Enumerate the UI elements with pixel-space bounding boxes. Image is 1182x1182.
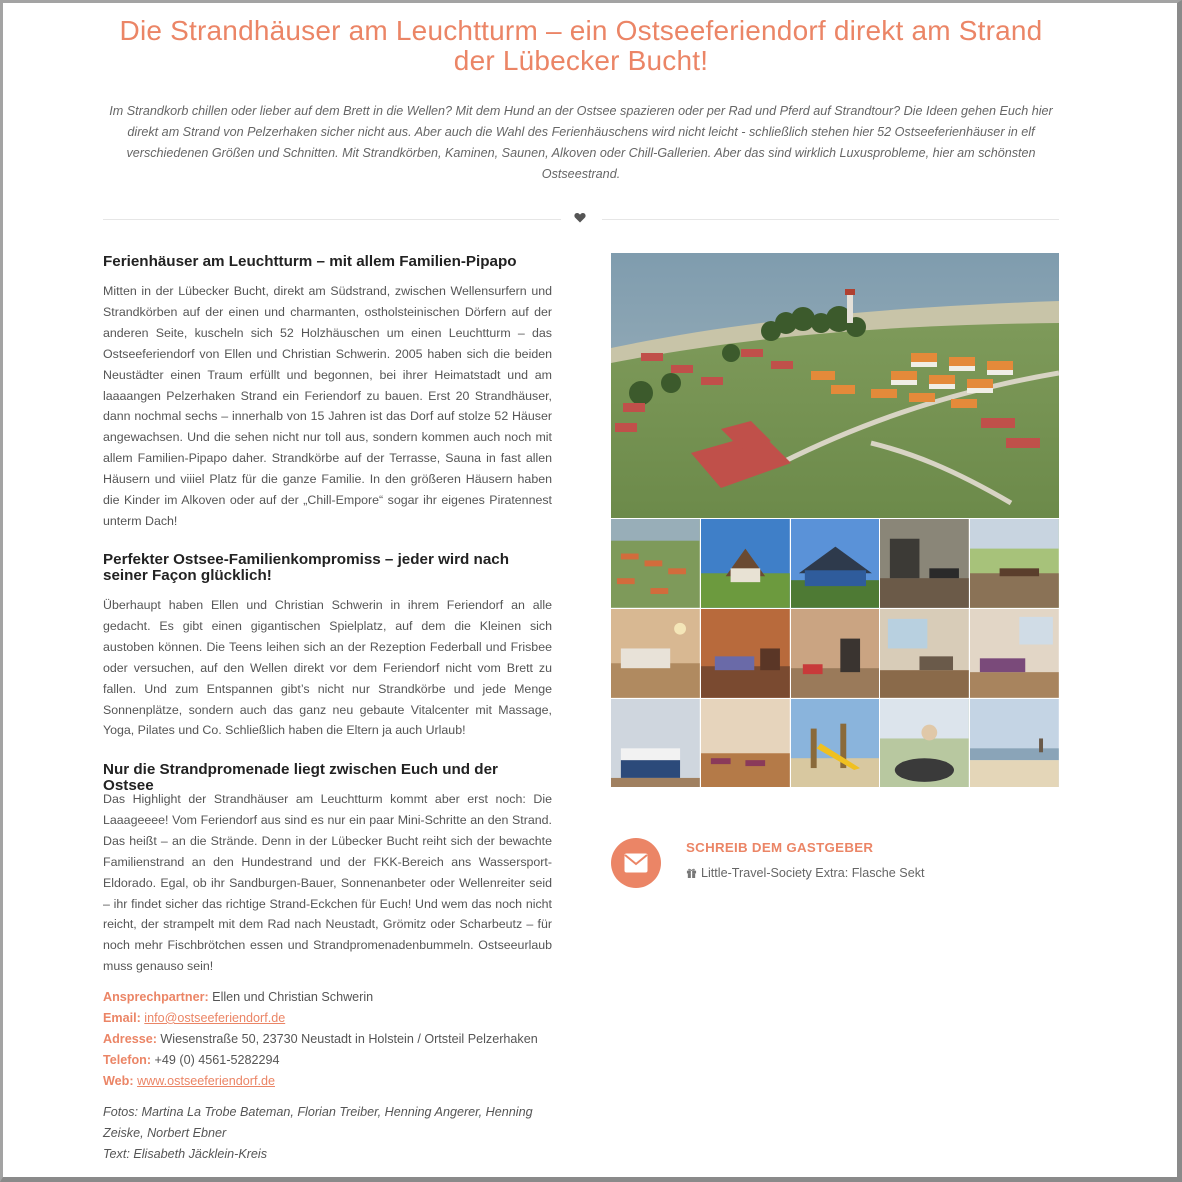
section-2-body bbox=[103, 595, 552, 741]
gallery-thumbnails bbox=[611, 519, 1059, 788]
address-row bbox=[103, 1029, 563, 1050]
email-link[interactable]: info@ostseeferiendorf.de bbox=[144, 1010, 286, 1025]
gallery-thumb-blue-house[interactable] bbox=[791, 519, 880, 608]
contact-value: Ellen und Christian Schwerin bbox=[212, 990, 374, 1004]
phone-label: Telefon: bbox=[103, 1052, 152, 1067]
gallery-thumb-aerial[interactable] bbox=[611, 519, 700, 608]
web-link[interactable]: www.ostseeferiendorf.de bbox=[137, 1073, 275, 1088]
section-3-body bbox=[103, 789, 552, 977]
gallery-thumb-beach[interactable] bbox=[970, 699, 1059, 788]
gallery-thumb-lounge[interactable] bbox=[880, 609, 969, 698]
section-text: Mitten in der Lübecker Bucht, direkt am Südstrand, zwischen Wellensurfern und Strandkörben auf der einen und charmanten, ostholsteinischen Dörfern auf der anderen Seite, kuscheln sich 52 Holzhäuschen um einen Leuchtturm – das Ostseeferiendorf von Ellen und Christian Schwerin. 2005 haben sich die beiden Neustädter einen Traum erfüllt und begonnen, bei ihrer Heimatstadt und am laaaangen Pelzerhaken Strand ein Feriendorf zu bauen. Erst 20 Strandhäuser, dann nochmal sechs – innerhalb von 15 Jahren ist das Dorf auf stolze 52 Häuser angewachsen. Und die sehen nicht nur toll aus, sondern kommen auch noch mit allem Familien-Pipapo daher. Strandkörbe auf der Terrasse, Sauna in fast allen Häusern und viiiel Platz für die ganze Familie. In den größeren Häusern haben die Kinder im Alkoven oder auf der „Chill-Empore“ sogar ihr eigenes Piratennest unterm Dach! bbox=[103, 284, 552, 528]
credits bbox=[103, 1102, 563, 1165]
section-heading: Nur die Strandpromenade liegt zwischen Euch und der Ostsee bbox=[103, 761, 498, 794]
divider-right bbox=[602, 219, 1059, 220]
section-text: Überhaupt haben Ellen und Christian Schwerin in ihrem Feriendorf an alle gedacht. Es gibt einen gigantischen Spielplatz, auf dem die Kleinen sich austoben können. Die Teens leihen sich an der Rezeption Federball und Frisbee oder versuchen, auf den Wellen direkt vor dem Feriendorf nicht vom Brett zu fallen. Und zum Entspannen gibt’s nicht nur Strandkörbe und jede Menge Sonnenplätze, sondern auch das ganz neu gebaute Vitalcenter mit Massage, Yoga, Pilates und Co. Schließlich haben die Eltern ja auch Urlaub! bbox=[103, 598, 552, 738]
page-title: Die Strandhäuser am Leuchtturm – ein Ostseeferiendorf direkt am Strand der Lübecker Bucht! bbox=[119, 15, 1043, 76]
section-1-body bbox=[103, 281, 552, 532]
gallery-thumb-terrace[interactable] bbox=[880, 519, 969, 608]
gallery-thumb-swing[interactable] bbox=[880, 699, 969, 788]
host-extra bbox=[686, 866, 925, 880]
web-row bbox=[103, 1071, 563, 1092]
divider-left bbox=[103, 219, 561, 220]
address-value: Wiesenstraße 50, 23730 Neustadt in Holstein / Ortsteil Pelzerhaken bbox=[160, 1031, 538, 1046]
web-label: Web: bbox=[103, 1073, 134, 1088]
contact-label: Ansprechpartner: bbox=[103, 990, 209, 1004]
section-heading: Ferienhäuser am Leuchtturm – mit allem Familien-Pipapo bbox=[103, 253, 517, 270]
address-label: Adresse: bbox=[103, 1031, 157, 1046]
section-2 bbox=[103, 552, 552, 584]
email-row bbox=[103, 1008, 563, 1029]
intro-text: Im Strandkorb chillen oder lieber auf dem Brett in die Wellen? Mit dem Hund an der Ostsee spazieren oder per Rad und Pferd auf Strandtour? Die Ideen gehen Euch hier direkt am Strand von Pelzerhaken sicher nicht aus. Aber auch die Wahl des Ferienhäuschens wird nicht leicht - schließlich stehen hier 52 Ostseeferienhäuser in elf verschiedenen Größen und Schnitten. Mit Strandkörben, Kaminen, Saunen, Alkoven oder Chill-Gallerien. Aber das sind wirklich Luxusprobleme, hier am schönsten Ostseestrand. bbox=[109, 104, 1053, 181]
gallery-thumb-house-garden[interactable] bbox=[701, 519, 790, 608]
write-to-host-link[interactable]: SCHREIB DEM GASTGEBER bbox=[686, 840, 874, 855]
gallery-thumb-fireplace[interactable] bbox=[791, 609, 880, 698]
heart-icon bbox=[572, 212, 588, 226]
text-credits: Text: Elisabeth Jäcklein-Kreis bbox=[103, 1146, 268, 1161]
gallery-thumb-sofa[interactable] bbox=[970, 609, 1059, 698]
photo-credits: Fotos: Martina La Trobe Bateman, Florian Treiber, Henning Angerer, Henning Zeiske, Norbert Ebner bbox=[103, 1105, 533, 1140]
gallery-thumb-bedroom[interactable] bbox=[611, 699, 700, 788]
section-heading: Perfekter Ostsee-Familienkompromiss – jeder wird nach seiner Façon glücklich! bbox=[103, 551, 509, 584]
gallery-thumb-living-room[interactable] bbox=[701, 609, 790, 698]
email-label: Email: bbox=[103, 1010, 141, 1025]
host-extra-text: Little-Travel-Society Extra: Flasche Sekt bbox=[701, 866, 925, 880]
phone-value: +49 (0) 4561-5282294 bbox=[154, 1052, 280, 1067]
envelope-icon[interactable] bbox=[611, 838, 661, 888]
section-1 bbox=[103, 254, 552, 270]
contact-block bbox=[103, 987, 563, 1092]
gallery-thumb-kitchen[interactable] bbox=[611, 609, 700, 698]
section-text: Das Highlight der Strandhäuser am Leuchtturm kommt aber erst noch: Die Laaageeee! Vom Feriendorf aus sind es nur ein paar Mini-Schritte an den Strand. Das heißt – an die Strände. Denn in der Lübecker Bucht reiht sich der bewachte Familienstrand an den Hundestrand und der FKK-Bereich ans Wassersport-Eldorado. Egal, ob ihr Sandburgen-Bauer, Sonnenanbeter oder Wellenreiter seid – ihr findet sicher das richtige Strand-Eckchen für Euch! Und wem das noch nicht reicht, der strampelt mit dem Rad nach Neustadt, Grömitz oder Scharbeutz – für noch mehr Fischbrötchen essen und Strandpromenadenbummeln. Ostseeurlaub muss genauso sein! bbox=[103, 792, 552, 974]
phone-row bbox=[103, 1050, 563, 1071]
contact-person-row bbox=[103, 987, 563, 1008]
gallery-main-image[interactable] bbox=[611, 253, 1059, 518]
gallery-thumb-yoga-room[interactable] bbox=[701, 699, 790, 788]
gallery-thumb-garden-table[interactable] bbox=[970, 519, 1059, 608]
gallery-thumb-playground[interactable] bbox=[791, 699, 880, 788]
gift-icon bbox=[686, 867, 697, 878]
